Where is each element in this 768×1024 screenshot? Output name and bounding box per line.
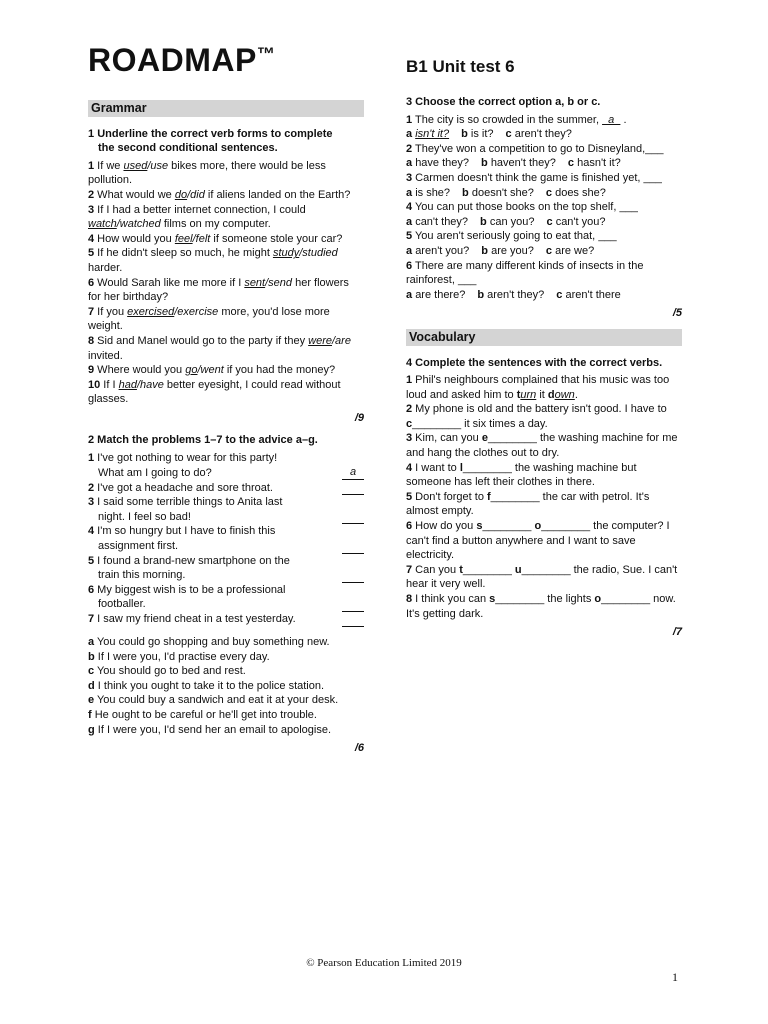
first-letter: t bbox=[459, 563, 463, 576]
problem-text: 5 I found a brand-new smartphone on the train this morning. bbox=[88, 554, 323, 583]
q2-problem-row bbox=[88, 524, 364, 553]
first-letter: o bbox=[594, 593, 602, 605]
q1-item: 3 If I had a better internet connection, I could watch/watched films on my computer. bbox=[88, 203, 306, 231]
q4-item: 1 Phil's neighbours complained that his music was too loud and asked him to turn it down. bbox=[406, 374, 670, 401]
problem-text: 4 I'm so hungry but I have to finish this assignment first. bbox=[88, 524, 323, 553]
item-number: 5 bbox=[406, 230, 413, 243]
item-number: 7 bbox=[88, 613, 95, 626]
item-number: 5 bbox=[88, 247, 95, 260]
q2-problem-row bbox=[88, 583, 364, 612]
item-number: 4 bbox=[88, 525, 95, 538]
q2-advice bbox=[88, 635, 364, 737]
option-letter: c bbox=[567, 157, 575, 170]
problem-text-cont: footballer. bbox=[98, 598, 146, 611]
q1-item: 6 Would Sarah like me more if I sent/send her flowers for her birthday? bbox=[88, 276, 349, 304]
option-a[interactable] bbox=[406, 128, 455, 140]
q4-items bbox=[406, 373, 682, 621]
option-letter: a bbox=[406, 186, 413, 199]
option-text: is it? bbox=[470, 128, 494, 141]
alt-option: /are bbox=[332, 334, 351, 347]
option-text: are we? bbox=[555, 244, 595, 257]
option-letter: f bbox=[88, 708, 92, 721]
option-text: have they? bbox=[415, 157, 470, 170]
q1-item: 2 What would we do/did if aliens landed on the Earth? bbox=[88, 188, 351, 201]
q4-item: 3 Kim, can you e________ the washing machine for me and hang the clothes out to dry. bbox=[406, 432, 678, 460]
q3-item: 3 Carmen doesn't think the game is finished yet, ___ bbox=[406, 171, 662, 184]
first-letter: s bbox=[489, 593, 496, 605]
answer-blank: ___ bbox=[643, 171, 662, 184]
grammar-heading: Grammar bbox=[88, 100, 364, 117]
q3-items bbox=[406, 113, 682, 303]
option-text: is she? bbox=[415, 186, 451, 199]
answer-blank[interactable]: a bbox=[342, 465, 364, 480]
problem-text-cont: assignment first. bbox=[98, 540, 179, 553]
option-text: aren't they? bbox=[487, 288, 545, 301]
option-b[interactable] bbox=[461, 128, 499, 140]
q4-instruction: 4 Complete the sentences with the correct verbs. bbox=[406, 356, 663, 369]
first-letter: s bbox=[476, 520, 483, 533]
alt-option: /use bbox=[147, 159, 169, 172]
option-letter: d bbox=[88, 679, 95, 692]
q4-item: 5 Don't forget to f________ the car with petrol. It's almost empty. bbox=[406, 490, 650, 518]
q2-advice-item: e You could buy a sandwich and eat it at your desk. bbox=[88, 694, 339, 707]
alt-option: /watched bbox=[116, 218, 161, 231]
answer-underlined: watch bbox=[88, 218, 117, 231]
option-b[interactable] bbox=[477, 289, 550, 301]
option-letter: c bbox=[88, 665, 95, 678]
first-letter: c bbox=[406, 417, 413, 430]
option-letter: c bbox=[505, 128, 512, 141]
option-text: aren't they? bbox=[514, 128, 572, 141]
answer-underlined: do bbox=[174, 188, 188, 201]
option-text: can't you? bbox=[555, 215, 606, 228]
option-letter: c bbox=[546, 215, 553, 228]
first-letter: t bbox=[516, 388, 521, 401]
q2-problem-row bbox=[88, 495, 364, 524]
option-c[interactable] bbox=[546, 245, 600, 257]
item-number: 6 bbox=[406, 259, 413, 272]
q1-item: 9 Where would you go/went if you had the money? bbox=[88, 364, 336, 377]
item-number: 1 bbox=[406, 113, 413, 126]
option-text: doesn't she? bbox=[471, 186, 534, 199]
q3-item: 6 There are many different kinds of insects in the rainforest, ___ bbox=[406, 259, 644, 287]
answer-blank: ___ bbox=[457, 274, 477, 287]
q3-options bbox=[406, 127, 682, 142]
item-number: 5 bbox=[88, 554, 95, 567]
answer-blank: ___ bbox=[619, 201, 638, 214]
q3-score: /5 bbox=[672, 307, 682, 320]
answer-blank: a bbox=[602, 113, 621, 126]
option-letter: a bbox=[406, 288, 413, 301]
q2-advice-item: a You could go shopping and buy something new. bbox=[88, 636, 330, 648]
q3-item: 4 You can put those books on the top shelf, ___ bbox=[406, 201, 638, 214]
item-number: 3 bbox=[88, 203, 95, 216]
alt-option: /went bbox=[197, 364, 224, 377]
option-letter: b bbox=[477, 288, 485, 301]
option-a[interactable] bbox=[406, 216, 474, 228]
answer-blank[interactable] bbox=[342, 480, 364, 495]
problem-text-cont: night. I feel so bad! bbox=[98, 510, 191, 523]
option-a[interactable] bbox=[406, 157, 475, 169]
alt-option: /exercise bbox=[174, 305, 219, 318]
item-number: 10 bbox=[88, 378, 101, 391]
q2-advice-item: b If I were you, I'd practise every day. bbox=[88, 650, 270, 663]
answer-underlined: exercised bbox=[127, 305, 175, 318]
left-column bbox=[88, 100, 364, 756]
option-c[interactable] bbox=[546, 187, 612, 199]
q4-item: 7 Can you t________ u________ the radio, Sue. I can't hear it very well. bbox=[406, 563, 678, 591]
option-text: are there? bbox=[415, 288, 466, 301]
answer-blank[interactable] bbox=[342, 612, 364, 627]
option-b[interactable] bbox=[462, 187, 540, 199]
q3-options bbox=[406, 156, 682, 171]
item-number: 8 bbox=[88, 334, 95, 347]
q1-item: 7 If you exercised/exercise more, you'd lose more weight. bbox=[88, 305, 330, 333]
item-number: 1 bbox=[88, 159, 95, 172]
option-letter: c bbox=[545, 244, 553, 257]
q3-item: 2 They've won a competition to go to Disneyland,___ bbox=[406, 142, 664, 155]
option-letter: c bbox=[556, 288, 563, 301]
q1-score: /9 bbox=[354, 411, 364, 424]
q2-advice-item: f He ought to be careful or he'll get into trouble. bbox=[88, 708, 317, 721]
q4-item: 6 How do you s________ o________ the computer? I can't find a button anywhere and I want to save electricity. bbox=[406, 520, 670, 562]
answer-underlined: were bbox=[308, 334, 332, 347]
option-c[interactable] bbox=[556, 289, 627, 301]
q1-item: 5 If he didn't sleep so much, he might study/studied harder. bbox=[88, 247, 338, 274]
alt-option: /have bbox=[136, 378, 164, 391]
problem-text: 2 I've got a headache and sore throat. bbox=[88, 481, 273, 494]
q4-item: 2 My phone is old and the battery isn't good. I have to c________ it six times a day. bbox=[406, 403, 667, 430]
first-letter: l bbox=[459, 461, 463, 474]
q2-problem-row bbox=[88, 554, 364, 583]
item-number: 8 bbox=[406, 593, 413, 605]
answer-underlined: go bbox=[185, 364, 198, 377]
option-a[interactable] bbox=[406, 245, 475, 257]
q4-item: 4 I want to l________ the washing machine but someone has left their clothes in there. bbox=[406, 461, 637, 489]
q3-item: 1 The city is so crowded in the summer, a . bbox=[406, 113, 627, 126]
q3-options bbox=[406, 186, 682, 201]
problem-text: 1 I've got nothing to wear for this party! What am I going to do? bbox=[88, 451, 323, 480]
q1-item: 10 If I had/have better eyesight, I could read without glasses. bbox=[88, 378, 341, 406]
q1-item: 8 Sid and Manel would go to the party if they were/are invited. bbox=[88, 334, 351, 362]
q1-instruction: 1 Underline the correct verb forms to complete the second conditional sentences. bbox=[88, 127, 333, 155]
answer-underlined: sent bbox=[244, 276, 266, 289]
problem-text: 6 My biggest wish is to be a professional footballer. bbox=[88, 583, 323, 612]
option-c[interactable] bbox=[547, 216, 612, 228]
first-letter: u bbox=[514, 563, 522, 576]
answer-blank[interactable] bbox=[342, 597, 364, 612]
vocabulary-heading: Vocabulary bbox=[406, 329, 682, 346]
answer-blank: ___ bbox=[598, 230, 617, 243]
option-b[interactable] bbox=[481, 245, 540, 257]
option-letter: b bbox=[462, 186, 469, 199]
q3-instruction: 3 Choose the correct option a, b or c. bbox=[406, 96, 601, 108]
q2-advice-item: d I think you ought to take it to the police station. bbox=[88, 679, 325, 692]
q1-item: 1 If we used/use bikes more, there would be less pollution. bbox=[88, 159, 326, 187]
item-number: 9 bbox=[88, 364, 95, 377]
answer-underlined: urn bbox=[520, 388, 537, 401]
q2-advice-item: c You should go to bed and rest. bbox=[88, 665, 246, 678]
q3-item: 5 You aren't seriously going to eat that, ___ bbox=[406, 230, 617, 243]
option-a[interactable] bbox=[406, 289, 471, 301]
option-text: aren't there bbox=[565, 288, 621, 301]
answer-blank: ___ bbox=[645, 142, 664, 155]
option-letter: a bbox=[406, 157, 413, 170]
item-number: 6 bbox=[88, 583, 95, 596]
q3-options bbox=[406, 288, 682, 303]
answer-blank[interactable] bbox=[342, 539, 364, 554]
answer-underlined: study bbox=[272, 247, 300, 260]
option-letter: a bbox=[406, 244, 413, 257]
option-text: does she? bbox=[555, 186, 606, 199]
alt-option: /felt bbox=[192, 232, 211, 245]
q3-options bbox=[406, 215, 682, 230]
problem-text-cont: train this morning. bbox=[98, 569, 186, 582]
problem-text: 3 I said some terrible things to Anita last night. I feel so bad! bbox=[88, 495, 323, 524]
item-number: 2 bbox=[406, 142, 413, 155]
option-text: are you? bbox=[491, 244, 534, 257]
item-number: 1 bbox=[406, 374, 413, 387]
first-letter: o bbox=[534, 520, 542, 533]
option-text: can you? bbox=[489, 215, 535, 228]
q2-problem-row bbox=[88, 480, 364, 495]
option-c[interactable] bbox=[506, 128, 578, 140]
problem-text-cont: What am I going to do? bbox=[98, 466, 212, 479]
item-number: 6 bbox=[406, 520, 413, 533]
item-number: 2 bbox=[406, 403, 413, 416]
answer-underlined: had bbox=[118, 378, 137, 391]
item-number: 3 bbox=[88, 496, 95, 509]
item-number: 2 bbox=[88, 481, 95, 494]
q4-score: /7 bbox=[672, 626, 682, 639]
roadmap-logo: ROADMAP™ bbox=[88, 42, 276, 78]
item-number: 5 bbox=[406, 490, 413, 503]
unit-title: B1 Unit test 6 bbox=[406, 57, 515, 76]
first-letter: e bbox=[481, 432, 488, 445]
first-letter: f bbox=[487, 490, 491, 503]
item-number: 3 bbox=[406, 171, 413, 184]
q2-problems bbox=[88, 451, 364, 627]
option-letter: b bbox=[480, 215, 487, 228]
item-number: 7 bbox=[88, 305, 95, 318]
option-letter: b bbox=[481, 157, 488, 170]
alt-option: /did bbox=[187, 188, 205, 201]
item-number: 1 bbox=[88, 452, 95, 465]
option-letter: a bbox=[406, 128, 413, 141]
option-text: aren't you? bbox=[415, 244, 470, 257]
option-letter: e bbox=[88, 694, 95, 707]
option-a[interactable] bbox=[406, 187, 456, 199]
option-b[interactable] bbox=[481, 157, 562, 169]
right-column bbox=[406, 95, 682, 640]
copyright-footer: © Pearson Education Limited 2019 bbox=[306, 957, 462, 969]
item-number: 3 bbox=[406, 432, 413, 445]
page-number: 1 bbox=[672, 970, 678, 984]
q2-problem-row bbox=[88, 612, 364, 627]
item-number: 7 bbox=[406, 563, 413, 576]
item-number: 2 bbox=[88, 188, 95, 201]
first-letter: d bbox=[547, 388, 555, 401]
option-letter: b bbox=[481, 244, 489, 257]
option-letter: a bbox=[406, 215, 413, 228]
option-letter: b bbox=[88, 650, 95, 663]
option-c[interactable] bbox=[568, 157, 627, 169]
q4-item: 8 I think you can s________ the lights o________ now. It's getting dark. bbox=[406, 593, 676, 620]
option-letter: c bbox=[545, 186, 553, 199]
option-letter: g bbox=[88, 723, 95, 736]
answer-underlined: feel bbox=[174, 232, 193, 245]
answer-blank[interactable] bbox=[342, 509, 364, 524]
problem-text: 7 I saw my friend cheat in a test yesterday. bbox=[88, 613, 296, 626]
q1-item: 4 How would you feel/felt if someone stole your car? bbox=[88, 232, 343, 245]
answer-underlined: own bbox=[554, 388, 575, 401]
alt-option: /send bbox=[265, 276, 293, 289]
option-letter: a bbox=[88, 636, 95, 648]
item-number: 4 bbox=[88, 232, 95, 245]
option-b[interactable] bbox=[480, 216, 540, 228]
option-text: isn't it? bbox=[415, 128, 450, 141]
q2-instruction: 2 Match the problems 1–7 to the advice a–g. bbox=[88, 434, 318, 447]
item-number: 6 bbox=[88, 276, 95, 289]
answer-blank[interactable] bbox=[342, 568, 364, 583]
q3-options bbox=[406, 244, 682, 259]
alt-option: /studied bbox=[299, 247, 338, 260]
q2-problem-row bbox=[88, 451, 364, 480]
q2-advice-item: g If I were you, I'd send her an email to apologise. bbox=[88, 723, 332, 736]
q2-score: /6 bbox=[354, 742, 364, 755]
option-text: can't they? bbox=[415, 215, 469, 228]
option-letter: b bbox=[461, 128, 468, 141]
item-number: 4 bbox=[406, 201, 413, 214]
option-text: haven't they? bbox=[490, 157, 556, 170]
option-text: hasn't it? bbox=[577, 157, 621, 170]
q1-items bbox=[88, 159, 364, 407]
answer-underlined: used bbox=[123, 159, 148, 172]
item-number: 4 bbox=[406, 461, 413, 474]
